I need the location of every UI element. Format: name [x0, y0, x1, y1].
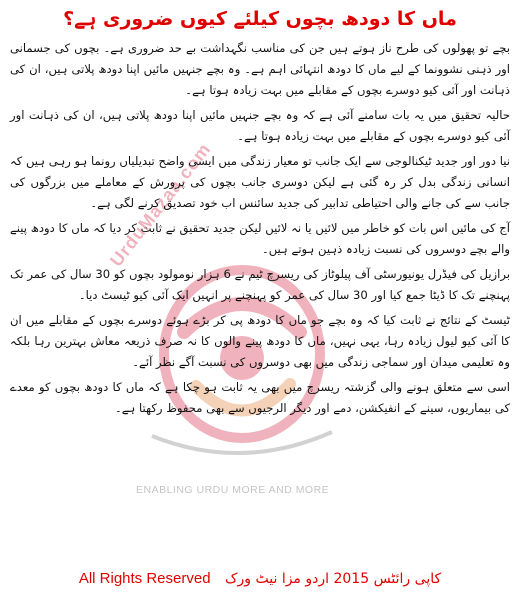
- paragraph-brazil-study: برازیل کی فیڈرل یونیورسٹی آف پیلوٹاز کی ریسرچ ٹیم نے 6 ہزار نومولود بچوں کو 30 سال کی عمر تک پہنچنے تک کا ڈیٹا جمع کیا اور 30 سال کی عمر کو پہنچنے پر انہیں ایک آئی کیو ٹیسٹ دیا۔: [10, 267, 511, 302]
- watermark-tagline: ENABLING URDU MORE AND MORE: [136, 484, 330, 496]
- paragraph-modern-era: نیا دور اور جدید ٹیکنالوجی سے ایک جانب تو معیار زندگی میں ایسی واضح تبدیلیاں رونما ہو رہی ہیں کہ انسانی زندگی بدل کر رہ گئی ہے لیکن دوسری جانب بچوں کی پرورش کے معاملے میں بزرگوں کی جانب سے کی جانے والی احتیاطی تدابیر کی جدید سائنس اب خود تصدیق کرنے لگی ہے۔: [9, 154, 510, 210]
- paragraph-results: ٹیسٹ کے نتائج نے ثابت کیا کہ وہ بچے جو ماں کا دودھ پی کر بڑے ہوئے دوسرے بچوں کے مقابلے میں ان کا آئی کیو لیول زیادہ رہا، یہی نہیں، ماں کا دودھ پینے والوں کا نہ صرف ذریعہ معاش بہترین رہا بلکہ وہ تعلیمی میدان اور سماجی زندگی میں بھی دوسروں کی نسبت آگے نظر آئے۔: [10, 313, 510, 369]
- watermark-site-url: UrduMazaa.com: [106, 138, 215, 271]
- all-rights-reserved: All Rights Reserved: [78, 570, 211, 587]
- paragraph-intro: بچے تو پھولوں کی طرح ناز ہوتے ہیں جن کی مناسب نگہداشت بے حد ضروری ہے۔ بچوں کی جسمانی اور ذہنی نشوونما کے لیے ماں کا دودھ انتہائی اہم ہے۔ وہ بچے جنہیں مائیں اپنا دودھ پلاتی ہیں، ان کی ذہانت اور آئی کیو دوسرے بچوں کے مقابلے میں بہت زیادہ ہوتا ہے۔: [10, 41, 510, 97]
- copyright-footer: [0, 566, 520, 592]
- paragraph-mothers: آج کی مائیں اس بات کو خاطر میں لائیں یا نہ لائیں لیکن جدید تحقیق نے ثابت کر دیا کہ ماں کا دودھ پینے والے بچے دوسروں کی نسبت زیادہ ذہین ہوتے ہیں۔: [10, 221, 510, 256]
- paragraph-research: حالیہ تحقیق میں یہ بات سامنے آئی ہے کہ وہ بچے جنہیں مائیں اپنا دودھ پلاتی ہیں، ان کی ذہانت اور آئی کیو دوسرے بچوں کے مقابلے میں بہت زیادہ ہوتا ہے۔: [10, 108, 510, 143]
- article-title: ماں کا دودھ بچوں کیلئے کیوں ضروری ہے؟: [63, 8, 457, 30]
- paragraph-health-benefits: اسی سے متعلق ہونے والی گزشتہ ریسرچ میں بھی یہ ثابت ہو چکا ہے کہ ماں کا دودھ بچوں کو معدے کی بیماریوں، سینے کے انفیکشن، دمے اور دیگر الرجیوں سے بھی محفوظ رکھتا ہے۔: [10, 380, 510, 415]
- urdu-copyright: کاپی رائٹس 2015 اردو مزا نیٹ ورک: [225, 571, 442, 587]
